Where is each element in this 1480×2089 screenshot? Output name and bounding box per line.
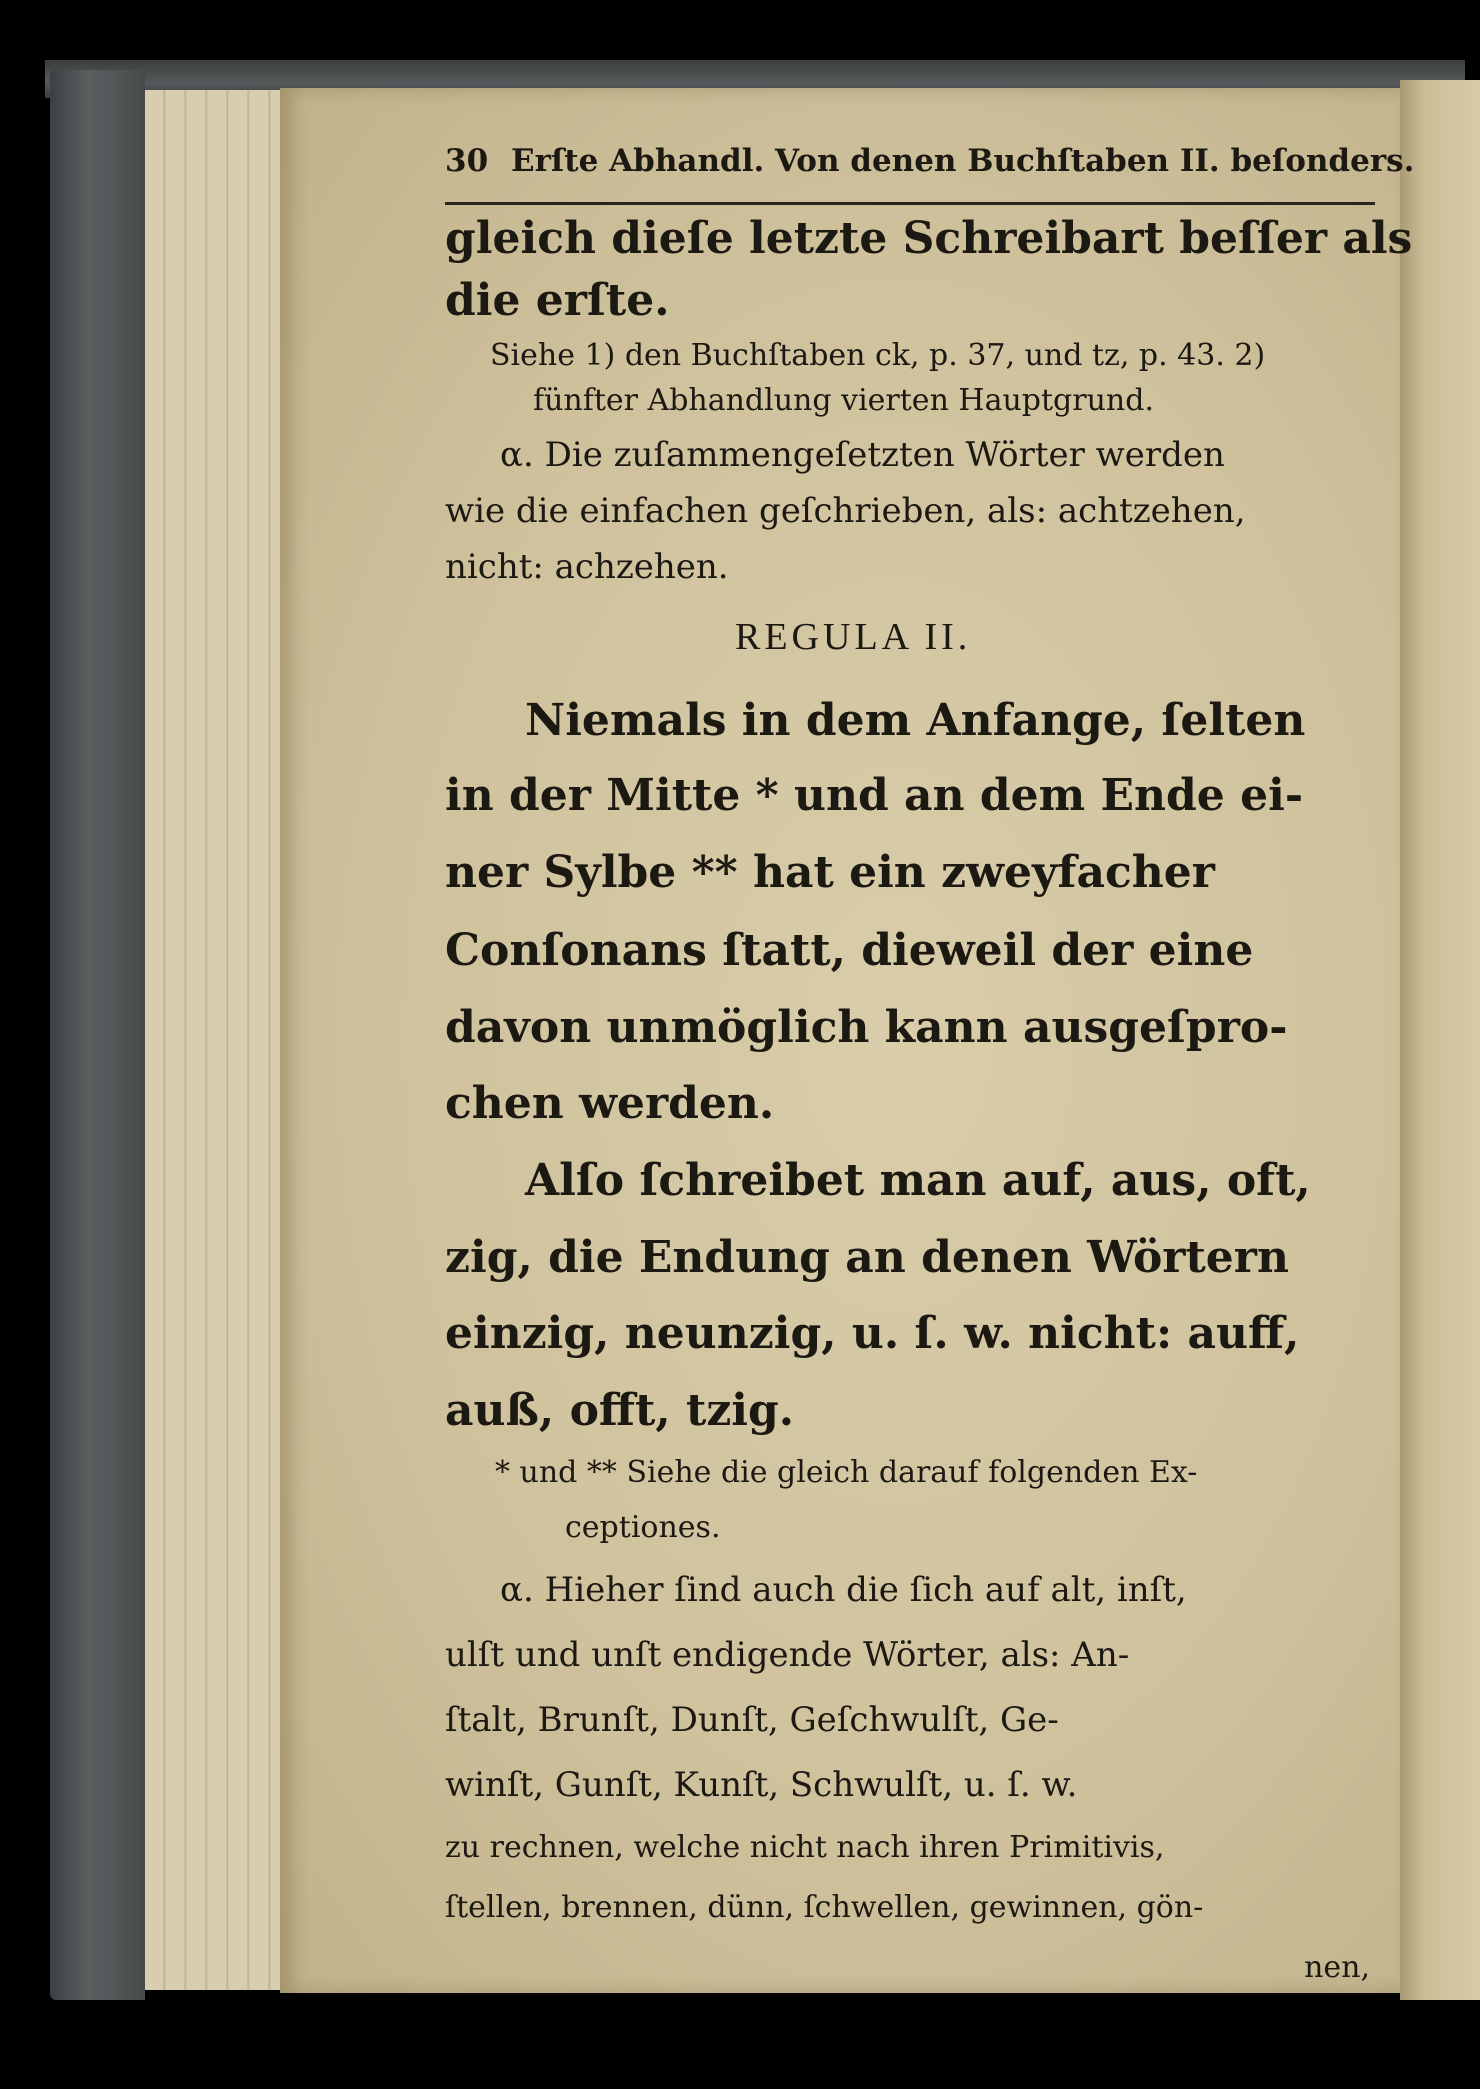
book-cover-spine [50,70,145,2000]
rule-line: davon unmöglich kann ausgeſpro- [445,1002,1288,1053]
rule-line: chen werden. [445,1078,775,1129]
text-line: Alſo ſchreibet man auf, aus, oft, [525,1155,1311,1206]
header-rule [445,202,1375,205]
text-line: auß, offt, tzig. [445,1385,795,1436]
rule-line: Niemals in dem Anfange, ſelten [525,695,1306,746]
text-line: ulſt und unſt endigende Wörter, als: An- [445,1635,1130,1675]
facing-page-edge [1400,80,1480,2000]
footnote-line: Siehe 1) den Buchſtaben ck, p. 37, und tz, p. 43. 2) [490,338,1266,373]
text-line: zig, die Endung an denen Wörtern [445,1232,1289,1283]
text-line: ſtellen, brennen, dünn, ſchwellen, gewinnen, gön- [445,1890,1204,1925]
rule-line: Conſonans ſtatt, dieweil der eine [445,925,1254,976]
running-header: Erſte Abhandl. Von denen Buchſtaben II. beſonders. [511,143,1415,179]
catchword: nen, [1304,1950,1370,1985]
text-line: α. Hieher ſind auch die ſich auf alt, inſt, [500,1570,1187,1610]
text-line: nicht: achzehen. [445,547,729,587]
footnote-line: * und ** Siehe die gleich darauf folgenden Ex- [495,1455,1198,1490]
text-line: die erſte. [445,275,670,326]
text-line: winſt, Gunſt, Kunſt, Schwulſt, u. ſ. w. [445,1765,1078,1805]
page-edges [145,90,295,1990]
text-line: α. Die zuſammengeſetzten Wörter werden [500,435,1225,475]
rule-line: in der Mitte * und an dem Ende ei- [445,770,1304,821]
section-heading: REGULA II. [735,616,972,658]
text-line: gleich dieſe letzte Schreibart beſſer als [445,213,1413,264]
text-line: zu rechnen, welche nicht nach ihren Primitivis, [445,1830,1165,1865]
page-number: 30 [445,143,489,179]
footnote-line: fünfter Abhandlung vierten Hauptgrund. [533,383,1154,418]
rule-line: ner Sylbe ** hat ein zweyfacher [445,847,1215,898]
footnote-line: ceptiones. [565,1510,721,1545]
text-line: ſtalt, Brunſt, Dunſt, Geſchwulſt, Ge- [445,1700,1059,1740]
text-line: wie die einfachen geſchrieben, als: achtzehen, [445,491,1246,531]
text-line: einzig, neunzig, u. ſ. w. nicht: auff, [445,1308,1300,1359]
